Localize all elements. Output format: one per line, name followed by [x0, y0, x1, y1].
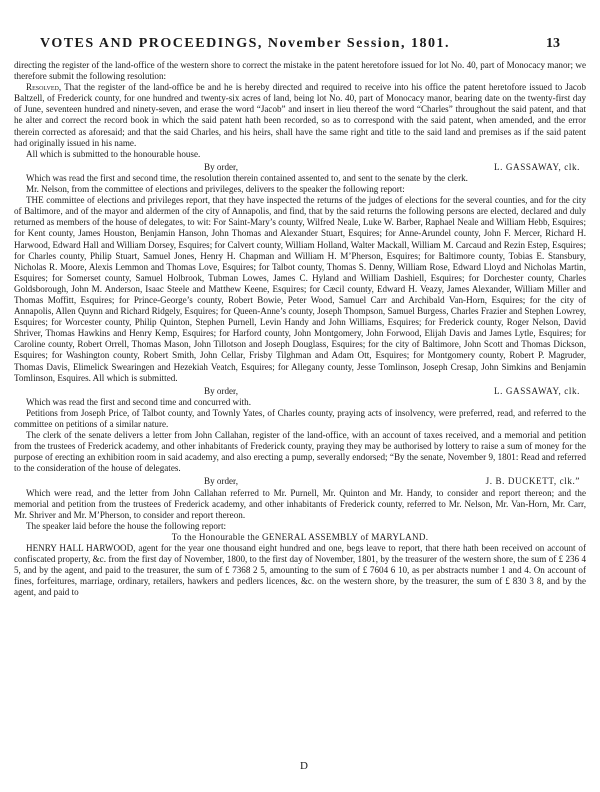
clerk-signature: L. GASSAWAY, clk. [493, 385, 580, 396]
resolution-paragraph [14, 82, 586, 149]
signature-mark: D [300, 760, 308, 772]
paragraph: Which was read the first and second time, the resolution therein contained assented to, and sent to the senate by the clerk. [26, 172, 468, 183]
signature-block [14, 386, 586, 397]
paragraph: The clerk of the senate delivers a letter from John Callahan, register of the land-office, with an account of taxes received, and a memorial and petition from the trustees of Frederick academy, and other inhabitants of Frederick county, praying they may be authorised by lottery to raise a sum of money for the purpose of erecting an exhibition room in said academy, and also erecting a pump, severally endorsed; “By the senate, November 9, 1801: Read and referred to the consideration of the house of delegates. [14, 430, 586, 474]
resolved-label: Resolved, [26, 82, 62, 93]
body-text [14, 60, 586, 599]
clerk-signature: J. B. DUCKETT, clk.” [485, 476, 580, 487]
running-head [40, 36, 560, 56]
committee-report-paragraph: THE committee of elections and privileges report, that they have inspected the returns of the judges of elections for the several counties, and for the city of Baltimore, and of the mayor and aldermen of the city of Annapolis, and find, that by the said returns the following persons are elected, declared and duly returned as members of the house of delegates, to wit: For Saint-Mary’s county, Wilfred Neale, Luke W. Barber, Raphael Neale and William Hebb, Esquires; for Kent county, James Houston, Benjamin Hanson, John Thomas and Alexander Stuart, Esquires; for Anne-Arundel county, John F. Mercer, Richard H. Harwood, Edward Hall and William Dorsey, Esquires; for Calvert county, William Holland, Walter Mackall, William M. Carcaud and Rezin Estep, Esquires; for Charles county, Philip Stuart, Samuel Jones, Henry H. Chapman and William H. M’Pherson, Esquires; for Baltimore county, Tobias E. Stansbury, Nicholas R. Moore, Alexis Lemmon and Thomas Love, Esquires; for Talbot county, Thomas S. Denny, William Rose, Edward Lloyd and Nicholas Martin, Esquires; for Somerset county, Samuel Holbrook, Tubman Lowes, James C. Hyland and William Dashiell, Esquires; for Dorchester county, Charles Goldsborough, John M. Anderson, Isaac Steele and Matthew Keene, Esquires; for Cæcil county, Edward H. Veazy, James Alexander, William Miller and Thomas Moffitt, Esquires; for Prince-George’s county, Robert Bowie, Peter Wood, Samuel Carr and Archibald Van-Horn, Esquires; for the city of Annapolis, Allen Quynn and Richard Ridgely, Esquires; for Queen-Anne’s county, Joseph Thompson, Samuel Burgess, Charles Frazier and Stephen Lowrey, Esquires; for Worcester county, Philip Quinton, Stephen Purnell, Levin Handy and John Williams, Esquires; for Frederick county, Roger Nelson, David Shriver, Thomas Hawkins and Henry Kemp, Esquires; for Harford county, John Montgomery, John Forwood, Elijah Davis and James Lytle, Esquires; for Caroline county, Robert Orrell, Thomas Mason, John Tillotson and Joseph Douglass, Esquires; for the city of Baltimore, John Scott and Thomas Dickson, Esquires; for Washington county, Robert Smith, John Cellar, Frisby Tilghman and Adam Ott, Esquires; for Montgomery county, Robert P. Magruder, Thomas Davis, Elimelick Swearingen and Hezekiah Veatch, Esquires; for Allegany county, Jesse Tomlinson, Joseph Cresap, John Simkins and Benjamin Tomlinson, Esquires. All which is submitted. [14, 195, 586, 383]
by-order-text: By order, [204, 476, 238, 487]
resolution-text: That the register of the land-office be and he is hereby directed and required to receive into his office the patent heretofore issued to Jacob Baltzell, of Frederick county, for one hundred and twenty-six acres of land, being lot No. 40, part of Monocacy manor, bearing date on the twenty-first day of June, seventeen hundred and ninety-seven, and erase the word “Jacob” and insert in lieu thereof the word “Charles” throughout the said patent, and that he alter and correct the record book in which the said patent hath been recorded, so as to correspond with the said patent, when amended, and the error therein corrected as aforesaid; and that the said Charles, and his heirs, shall have the same right and title to the said land and premises as if the said patent had originally issued in his name. [14, 82, 586, 148]
paragraph: directing the register of the land-office of the western shore to correct the mistake in the patent heretofore issued for lot No. 40, part of Monocacy manor; we therefore submit the following resolution: [14, 60, 586, 82]
running-title: VOTES AND PROCEEDINGS, November Session, 1801. [40, 36, 450, 51]
clerk-signature: L. GASSAWAY, clk. [493, 161, 580, 172]
paragraph: Which were read, and the letter from John Callahan referred to Mr. Purnell, Mr. Quinton and Mr. Handy, to consider and report thereon; and the memorial and petition from the trustees of Frederick academy, and other inhabitants of Frederick county, referred to Mr. Nelson, Mr. Van-Horn, Mr. Carr, Mr. Shriver and Mr. M’Pherson, to consider and report thereon. [14, 487, 586, 520]
paragraph: Which was read the first and second time and concurred with. [26, 396, 251, 407]
paragraph: Petitions from Joseph Price, of Talbot county, and Townly Yates, of Charles county, praying acts of insolvency, were preferred, read, and referred to the committee on petitions of a similar nature. [14, 407, 586, 429]
paragraph: The speaker laid before the house the following report: [26, 520, 226, 531]
paragraph: Mr. Nelson, from the committee of elections and privileges, delivers to the speaker the following report: [26, 184, 405, 195]
signature-block [14, 476, 586, 487]
agent-report-paragraph: HENRY HALL HARWOOD, agent for the year one thousand eight hundred and one, begs leave to report, that there hath been received on account of confiscated property, &c. from the first day of November, 1800, to the first day of November, 1801, by the treasurer of the western shore, the sum of £ 236 4 5, and by the agent, and paid to the treasurer, the sum of £ 7368 2 5, amounting to the sum of £ 7604 6 10, as per abstracts number 1 and 4. On account of fines, forfeitures, marriage, ordinary, retailers, hawkers and pedlers licences, &c. on the western shore, by the treasurer, the sum of £ 830 3 8, and by the agent, and paid to [14, 543, 586, 598]
report-address: To the Honourable the GENERAL ASSEMBLY of MARYLAND. [171, 531, 429, 542]
paragraph: All which is submitted to the honourable house. [26, 148, 201, 159]
signature-block [14, 162, 586, 173]
page-number: 13 [546, 36, 560, 51]
by-order-text: By order, [204, 161, 238, 172]
by-order-text: By order, [204, 385, 238, 396]
